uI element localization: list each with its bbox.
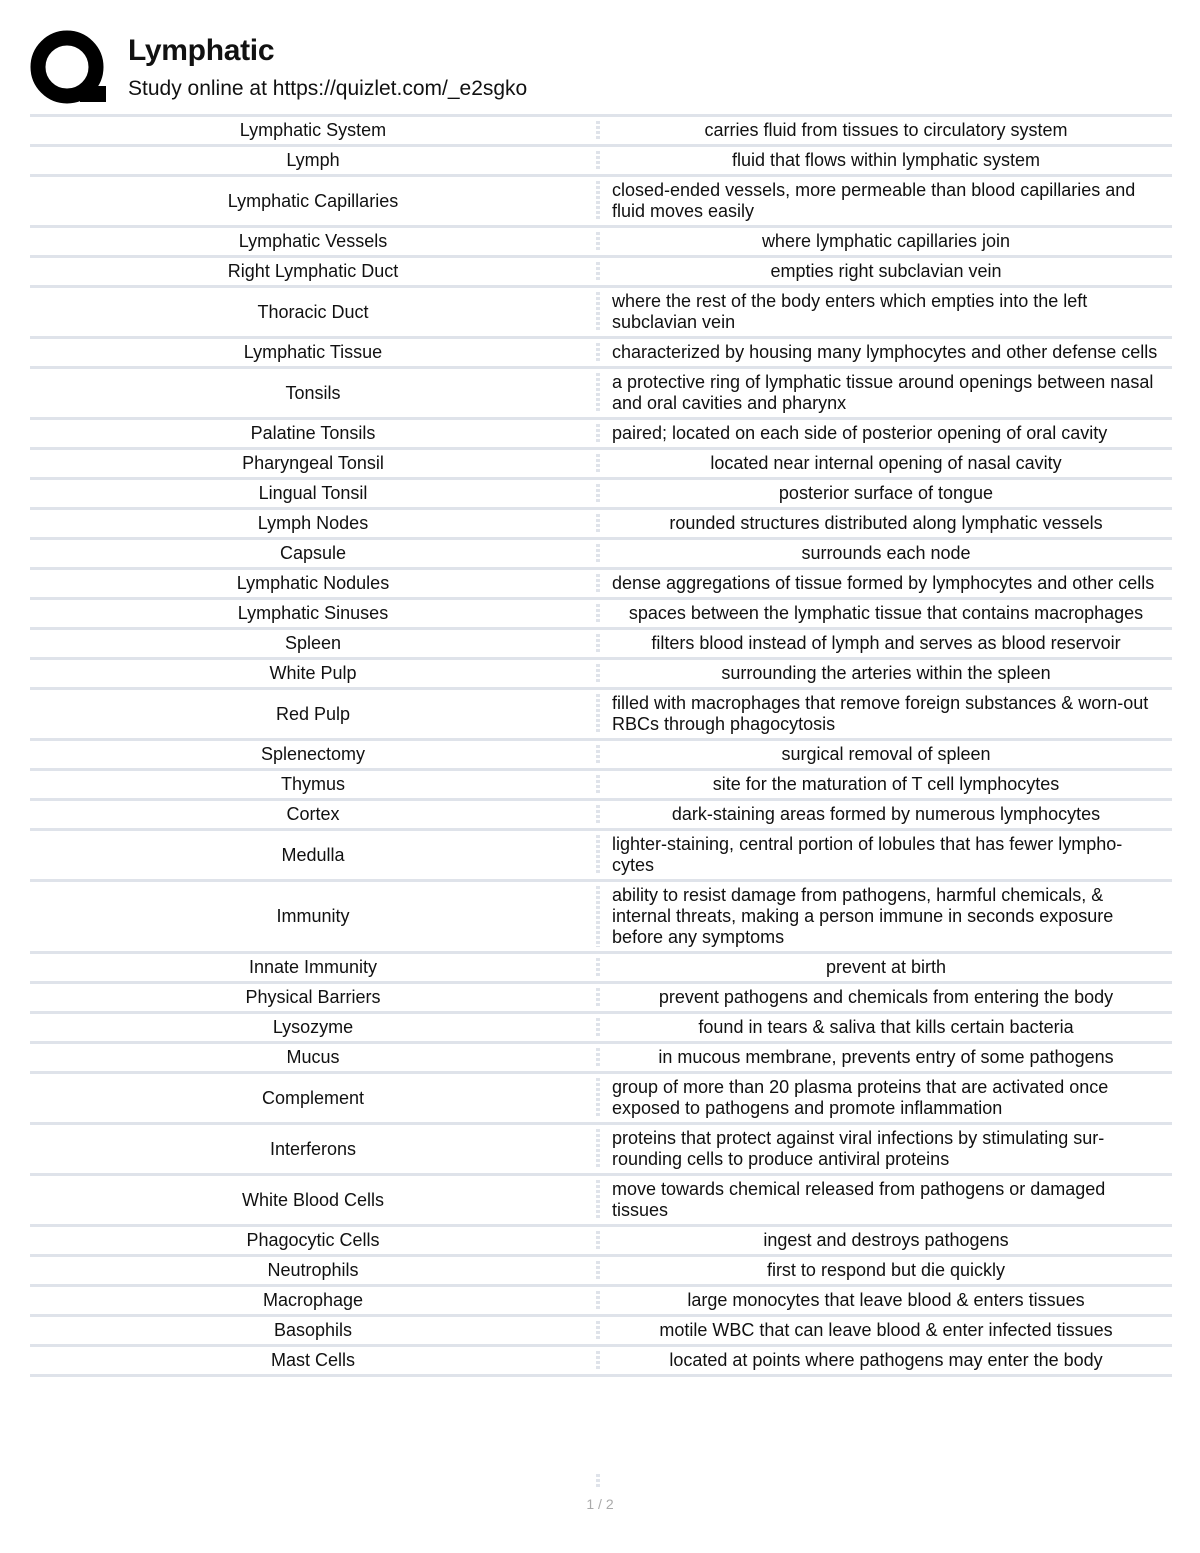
definition-cell: dense aggregations of tissue formed by lymphocytes and other cells [612, 573, 1155, 593]
table-row [30, 1014, 1172, 1044]
table-row [30, 540, 1172, 570]
table-row [30, 369, 1172, 420]
page-number: 1 / 2 [586, 1496, 614, 1512]
term-cell: Right Lymphatic Duct [227, 261, 399, 281]
table-row [30, 630, 1172, 660]
definition-cell: closed-ended vessels, more permeable than blood capillaries and fluid moves easily [612, 180, 1136, 221]
table-row [30, 1125, 1172, 1176]
table-row [30, 228, 1172, 258]
term-cell: Cortex [286, 804, 340, 824]
definition-cell: spaces between the lymphatic tissue that contains macrophages [628, 603, 1144, 623]
page-header [30, 30, 1170, 110]
definition-cell: site for the maturation of T cell lymphocytes [712, 774, 1060, 794]
table-row [30, 690, 1172, 741]
term-cell: Lymphatic Vessels [238, 231, 388, 251]
table-row [30, 831, 1172, 882]
definition-cell: fluid that flows within lymphatic system [731, 150, 1041, 170]
definition-cell: where lymphatic capillaries join [761, 231, 1011, 251]
table-row [30, 600, 1172, 630]
definition-cell: first to respond but die quickly [766, 1260, 1006, 1280]
term-cell: Lymph [286, 150, 340, 170]
term-cell: Interferons [269, 1138, 357, 1159]
table-row [30, 177, 1172, 228]
definition-cell: move towards chemical released from pathogens or damaged tissues [612, 1179, 1106, 1220]
table-row [30, 801, 1172, 831]
definition-cell: posterior surface of tongue [778, 483, 994, 503]
table-row [30, 1347, 1172, 1377]
definition-cell: rounded structures distributed along lymphatic vessels [669, 513, 1103, 533]
table-row [30, 288, 1172, 339]
table-row [30, 420, 1172, 450]
table-row [30, 771, 1172, 801]
definition-cell: located near internal opening of nasal cavity [710, 453, 1062, 473]
definition-cell: prevent at birth [825, 957, 947, 977]
table-row [30, 510, 1172, 540]
definition-cell: large monocytes that leave blood & enters tissues [687, 1290, 1085, 1310]
definition-cell: motile WBC that can leave blood & enter infected tissues [659, 1320, 1113, 1340]
term-cell: Pharyngeal Tonsil [242, 453, 384, 473]
definition-cell: filters blood instead of lymph and serves as blood reservoir [651, 633, 1121, 653]
term-cell: Splenectomy [260, 744, 366, 764]
table-row [30, 1176, 1172, 1227]
table-row [30, 882, 1172, 954]
column-separator-tail [596, 1474, 600, 1488]
table-row [30, 1227, 1172, 1257]
term-cell: Capsule [279, 543, 347, 563]
definition-cell: lighter-staining, central portion of lobules that has fewer lympho-cytes [612, 834, 1123, 875]
term-cell: Basophils [273, 1320, 353, 1340]
definition-cell: a protective ring of lymphatic tissue around openings between nasal and oral cavities and pharynx [612, 372, 1154, 413]
term-cell: Physical Barriers [245, 987, 381, 1007]
term-cell: Immunity [276, 906, 350, 926]
term-cell: Lymph Nodes [257, 513, 369, 533]
definition-cell: prevent pathogens and chemicals from entering the body [658, 987, 1114, 1007]
definition-cell: surrounding the arteries within the spleen [721, 663, 1051, 683]
table-row [30, 258, 1172, 288]
term-cell: Innate Immunity [248, 957, 378, 977]
term-cell: Lymphatic Tissue [243, 342, 383, 362]
definition-cell: ingest and destroys pathogens [763, 1230, 1009, 1250]
table-row [30, 660, 1172, 690]
term-cell: Red Pulp [275, 703, 351, 724]
definition-cell: surrounds each node [801, 543, 971, 563]
page-title: Lymphatic [128, 34, 275, 67]
table-row [30, 450, 1172, 480]
table-row [30, 954, 1172, 984]
term-cell: Mucus [286, 1047, 340, 1067]
term-cell: Lymphatic Sinuses [237, 603, 389, 623]
definition-cell: proteins that protect against viral infections by stimulating sur-rounding cells to produce antiviral proteins [612, 1128, 1105, 1169]
table-row [30, 984, 1172, 1014]
definition-cell: found in tears & saliva that kills certain bacteria [698, 1017, 1074, 1037]
definition-cell: filled with macrophages that remove foreign substances & worn-out RBCs through phagocytosis [612, 693, 1149, 734]
table-row [30, 147, 1172, 177]
definition-cell: ability to resist damage from pathogens, harmful chemicals, & internal threats, making a person immune in seconds exposure before any symptoms [612, 885, 1114, 947]
term-cell: Spleen [284, 633, 342, 653]
table-row [30, 1044, 1172, 1074]
definition-cell: located at points where pathogens may enter the body [669, 1350, 1103, 1370]
table-row [30, 1317, 1172, 1347]
definition-cell: dark-staining areas formed by numerous lymphocytes [671, 804, 1101, 824]
term-cell: Phagocytic Cells [246, 1230, 380, 1250]
definition-cell: surgical removal of spleen [781, 744, 991, 764]
study-online-link: Study online at https://quizlet.com/_e2sgko [128, 77, 528, 100]
table-row [30, 114, 1172, 147]
table-row [30, 1287, 1172, 1317]
definition-cell: group of more than 20 plasma proteins that are activated once exposed to pathogens and promote inflammation [612, 1077, 1109, 1118]
term-cell: White Blood Cells [241, 1189, 385, 1210]
definition-cell: carries fluid from tissues to circulatory system [704, 120, 1068, 140]
term-cell: Lingual Tonsil [258, 483, 368, 503]
definition-cell: paired; located on each side of posterior opening of oral cavity [612, 423, 1108, 443]
table-row [30, 741, 1172, 771]
term-cell: Thymus [280, 774, 345, 794]
term-cell: Lymphatic Nodules [236, 573, 390, 593]
term-cell: Medulla [281, 844, 345, 865]
term-cell: Complement [261, 1087, 365, 1108]
table-row [30, 1257, 1172, 1287]
definition-cell: in mucous membrane, prevents entry of some pathogens [658, 1047, 1114, 1067]
term-cell: Neutrophils [267, 1260, 359, 1280]
table-row [30, 1074, 1172, 1125]
table-row [30, 339, 1172, 369]
term-cell: Lymphatic System [239, 120, 387, 140]
term-cell: Thoracic Duct [257, 301, 369, 322]
term-cell: Lymphatic Capillaries [227, 190, 399, 211]
table-row [30, 480, 1172, 510]
definition-cell: where the rest of the body enters which empties into the left subclavian vein [612, 291, 1088, 332]
term-cell: White Pulp [269, 663, 357, 683]
quizlet-logo-icon [30, 30, 108, 108]
term-cell: Tonsils [285, 382, 341, 403]
term-cell: Mast Cells [270, 1350, 355, 1370]
definition-cell: empties right subclavian vein [770, 261, 1002, 281]
table-row [30, 570, 1172, 600]
term-cell: Macrophage [262, 1290, 364, 1310]
term-cell: Lysozyme [272, 1017, 354, 1037]
flashcard-table [30, 114, 1172, 1377]
definition-cell: characterized by housing many lymphocytes and other defense cells [612, 342, 1158, 362]
term-cell: Palatine Tonsils [250, 423, 376, 443]
